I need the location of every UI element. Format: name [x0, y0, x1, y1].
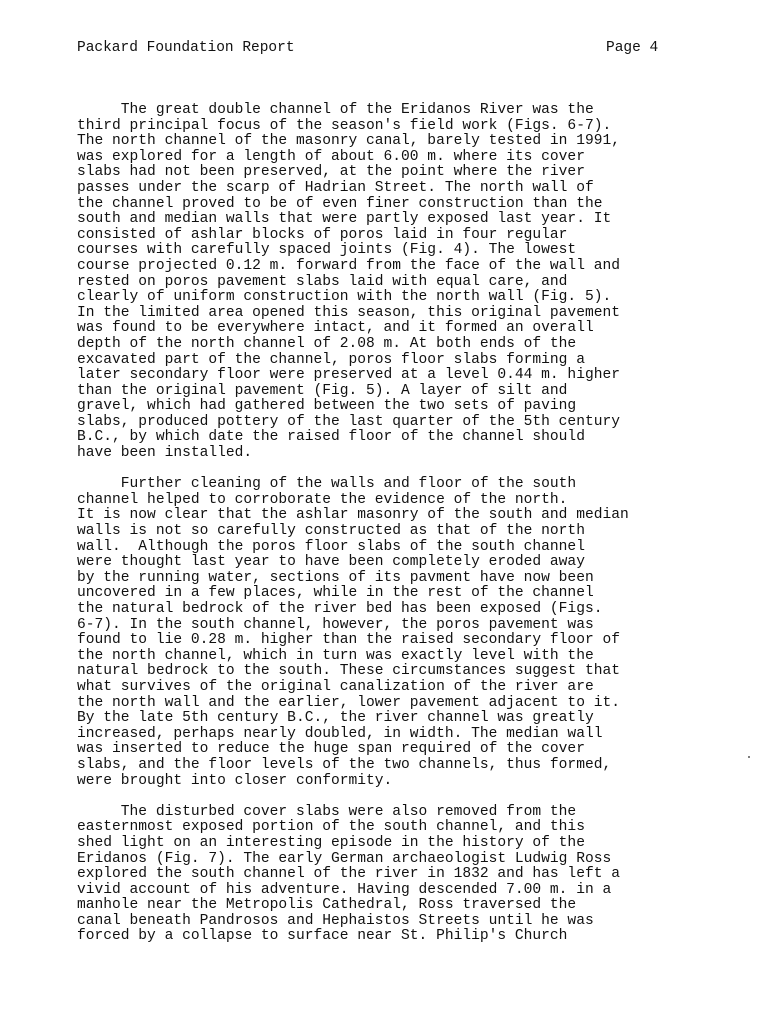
text-line: what survives of the original canalization of the river are	[77, 678, 594, 695]
text-line: Further cleaning of the walls and floor of the south	[77, 476, 577, 493]
text-line: increased, perhaps nearly doubled, in width. The median wall	[77, 725, 603, 742]
text-line: were brought into closer conformity.	[77, 772, 393, 789]
text-line: excavated part of the channel, poros floor slabs forming a	[77, 351, 585, 368]
text-line: was found to be everywhere intact, and it formed an overall	[77, 320, 594, 337]
text-line: the north wall and the earlier, lower pavement adjacent to it.	[77, 694, 620, 711]
text-line: slabs, produced pottery of the last quarter of the 5th century	[77, 413, 620, 430]
scan-speck	[748, 756, 750, 758]
page-number: Page 4	[606, 40, 659, 56]
text-line: the channel proved to be of even finer construction than the	[77, 195, 603, 212]
text-line: explored the south channel of the river in 1832 and has left a	[77, 866, 620, 883]
report-body	[77, 103, 737, 945]
text-line: passes under the scarp of Hadrian Street. The north wall of	[77, 179, 594, 196]
text-line: course projected 0.12 m. forward from the face of the wall and	[77, 257, 620, 274]
text-line: found to lie 0.28 m. higher than the raised secondary floor of	[77, 632, 620, 649]
text-line: was inserted to reduce the huge span required of the cover	[77, 741, 585, 758]
text-line: have been installed.	[77, 445, 253, 462]
text-line: depth of the north channel of 2.08 m. At both ends of the	[77, 335, 577, 352]
text-line: In the limited area opened this season, this original pavement	[77, 304, 620, 321]
text-line: third principal focus of the season's field work (Figs. 6-7).	[77, 117, 612, 134]
text-line: 6-7). In the south channel, however, the poros pavement was	[77, 616, 594, 633]
text-line: B.C., by which date the raised floor of the channel should	[77, 429, 585, 446]
text-line: by the running water, sections of its pavment have now been	[77, 569, 594, 586]
text-line: was explored for a length of about 6.00 m. where its cover	[77, 148, 585, 165]
paragraph-spacer	[77, 789, 737, 805]
report-title: Packard Foundation Report	[77, 40, 295, 56]
text-line: The disturbed cover slabs were also removed from the	[77, 803, 577, 820]
text-line: courses with carefully spaced joints (Fig. 4). The lowest	[77, 242, 577, 259]
text-line: south and median walls that were partly exposed last year. It	[77, 211, 612, 228]
text-line: uncovered in a few places, while in the rest of the channel	[77, 585, 594, 602]
text-line: consisted of ashlar blocks of poros laid in four regular	[77, 226, 568, 243]
text-line: channel helped to corroborate the evidence of the north.	[77, 491, 568, 508]
paragraph-1	[77, 103, 737, 462]
text-line: later secondary floor were preserved at a level 0.44 m. higher	[77, 367, 620, 384]
text-line: shed light on an interesting episode in the history of the	[77, 834, 585, 851]
text-line: than the original pavement (Fig. 5). A layer of silt and	[77, 382, 568, 399]
text-line: were thought last year to have been completely eroded away	[77, 554, 585, 571]
text-line: slabs had not been preserved, at the point where the river	[77, 164, 585, 181]
text-line: canal beneath Pandrosos and Hephaistos Streets until he was	[77, 912, 594, 929]
text-line: the north channel, which in turn was exactly level with the	[77, 647, 594, 664]
text-line: wall. Although the poros floor slabs of the south channel	[77, 538, 585, 555]
text-line: The great double channel of the Eridanos River was the	[77, 102, 594, 118]
text-line: easternmost exposed portion of the south channel, and this	[77, 819, 585, 836]
text-line: walls is not so carefully constructed as that of the north	[77, 523, 585, 540]
paragraph-2	[77, 477, 737, 789]
text-line: gravel, which had gathered between the two sets of paving	[77, 398, 577, 415]
text-line: the natural bedrock of the river bed has been exposed (Figs.	[77, 601, 603, 617]
text-line: natural bedrock to the south. These circumstances suggest that	[77, 663, 620, 680]
text-line: By the late 5th century B.C., the river channel was greatly	[77, 710, 594, 727]
text-line: slabs, and the floor levels of the two channels, thus formed,	[77, 756, 612, 773]
text-line: rested on poros pavement slabs laid with equal care, and	[77, 273, 568, 290]
text-line: clearly of uniform construction with the north wall (Fig. 5).	[77, 289, 612, 306]
text-line: manhole near the Metropolis Cathedral, Ross traversed the	[77, 897, 577, 914]
paragraph-spacer	[77, 462, 737, 478]
paragraph-3	[77, 805, 737, 945]
text-line: vivid account of his adventure. Having descended 7.00 m. in a	[77, 881, 612, 898]
text-line: It is now clear that the ashlar masonry of the south and median	[77, 507, 629, 524]
text-line: The north channel of the masonry canal, barely tested in 1991,	[77, 133, 620, 150]
text-line: forced by a collapse to surface near St. Philip's Church	[77, 928, 568, 945]
text-line: Eridanos (Fig. 7). The early German archaeologist Ludwig Ross	[77, 850, 612, 867]
